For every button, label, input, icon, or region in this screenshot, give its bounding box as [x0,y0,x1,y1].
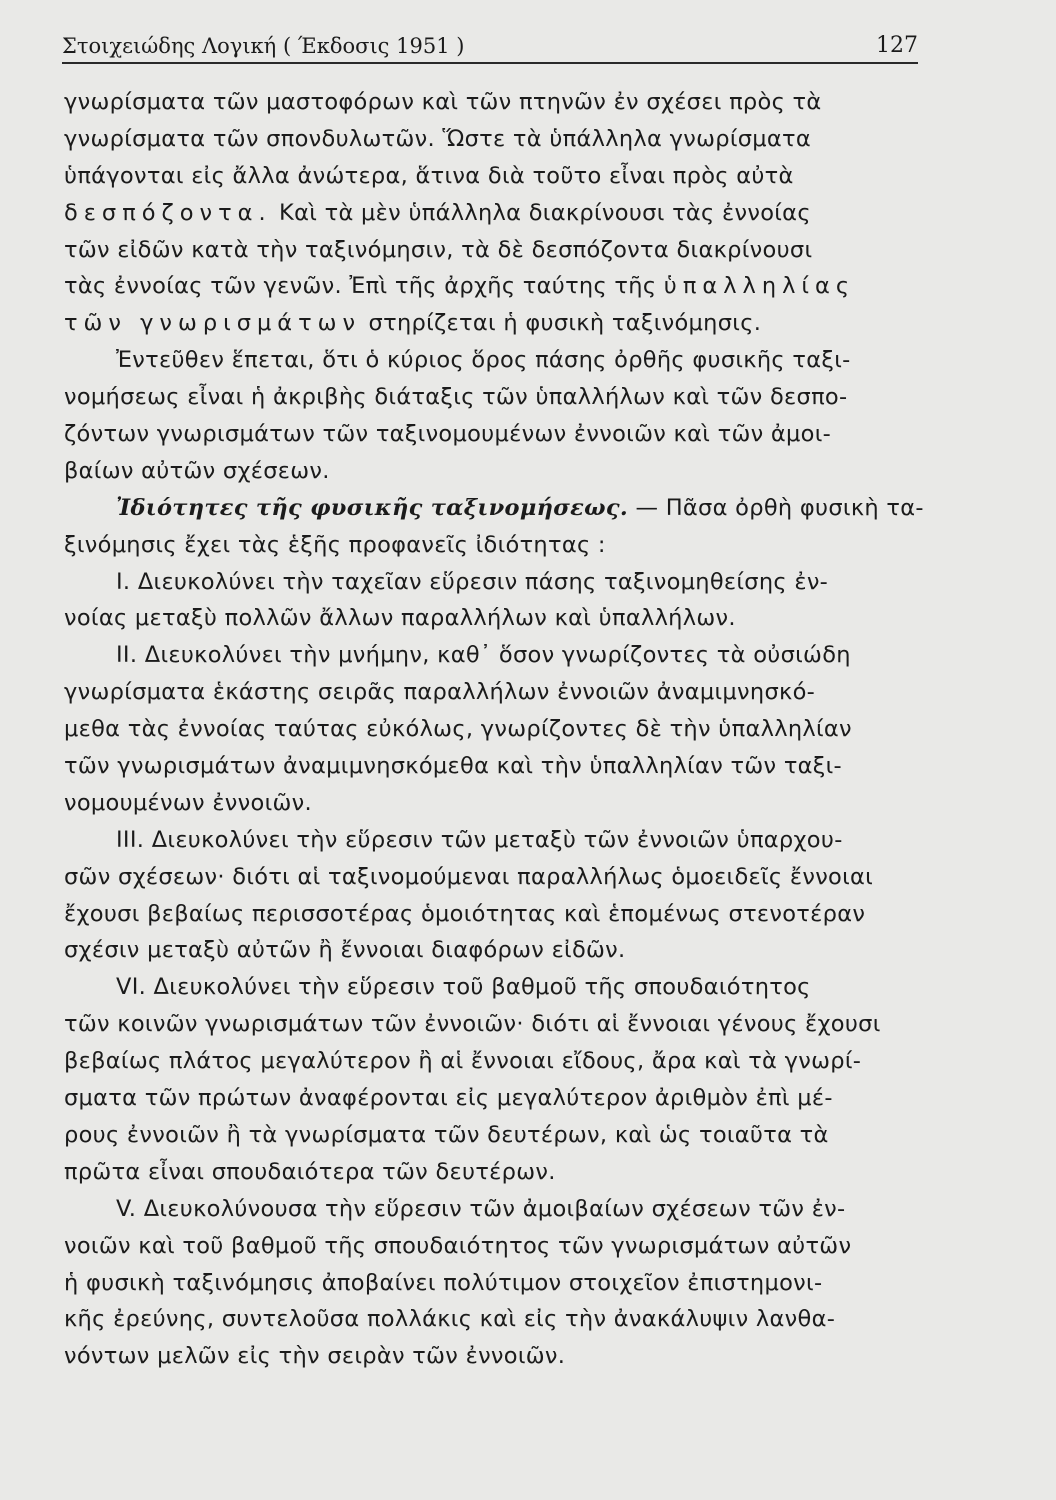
text-line: νόντων μελῶν εἰς τὴν σειρὰν τῶν ἐννοιῶν. [64,1343,566,1370]
text-line: ἡ φυσικὴ ταξινόμησις ἀποβαίνει πολύτιμον στοιχεῖον ἐπιστημονι- [64,1269,823,1296]
text-line: σῶν σχέσεων· διότι αἱ ταξινομούμεναι παραλλήλως ὁμοειδεῖς ἔννοιαι [64,863,874,890]
text-line: ΙΙΙ. Διευκολύνει τὴν εὕρεσιν τῶν μεταξὺ τῶν ἐννοιῶν ὑπαρχου- [116,826,843,853]
text-line: τῶν κοινῶν γνωρισμάτων τῶν ἐννοιῶν· διότι αἱ ἔννοιαι γένους ἔχουσι [64,1011,881,1038]
text-line: μεθα τὰς ἐννοίας ταύτας εὐκόλως, γνωρίζοντες δὲ τὴν ὑπαλληλίαν [64,716,852,743]
section-heading: Ἰδιότητες τῆς φυσικῆς ταξινομήσεως. [116,494,628,521]
text-line: πρῶτα εἶναι σπουδαιότερα τῶν δευτέρων. [64,1158,556,1185]
text-line: τῶν εἰδῶν κατὰ τὴν ταξινόμησιν, τὰ δὲ δεσπόζοντα διακρίνουσι [64,236,813,263]
text-line: ξινόμησις ἔχει τὰς ἑξῆς προφανεῖς ἰδιότητας : [64,531,606,558]
spaced-term: δεσπόζοντα. [64,199,272,226]
text-line: Ἐντεῦθεν ἕπεται, ὅτι ὁ κύριος ὅρος πάσης ὀρθῆς φυσικῆς ταξι- [116,347,851,374]
spaced-term: ὑπαλληλίας [663,273,856,300]
text-line: ΙΙ. Διευκολύνει τὴν μνήμην, καθ᾽ ὅσον γνωρίζοντες τὰ οὐσιώδη [116,642,851,669]
text-run: Καὶ τὰ μὲν ὑπάλληλα διακρίνουσι τὰς ἐννοίας [271,199,811,226]
text-line: ζόντων γνωρισμάτων τῶν ταξινομουμένων ἐννοιῶν καὶ τῶν ἀμοι- [64,421,832,448]
text-line [64,305,934,342]
text-run: στηρίζεται ἡ φυσικὴ ταξινόμησις. [361,310,762,337]
text-line: V. Διευκολύνουσα τὴν εὕρεσιν τῶν ἀμοιβαίων σχέσεων τῶν ἐν- [116,1195,846,1222]
text-line: νομουμένων ἐννοιῶν. [64,789,312,816]
text-line: γνωρίσματα ἑκάστης σειρᾶς παραλλήλων ἐννοιῶν ἀναμιμνησκό- [64,679,816,706]
text-line: νομήσεως εἶναι ἡ ἀκριβὴς διάταξις τῶν ὑπαλλήλων καὶ τῶν δεσπο- [64,384,848,411]
text-line: ρους ἐννοιῶν ἢ τὰ γνωρίσματα τῶν δευτέρων, καὶ ὡς τοιαῦτα τὰ [64,1121,829,1148]
text-line [64,268,934,305]
text-line: ἔχουσι βεβαίως περισσοτέρας ὁμοιότητας καὶ ἑπομένως στενοτέραν [64,900,866,927]
text-line: βεβαίως πλάτος μεγαλύτερον ἢ αἱ ἔννοιαι εἴδους, ἄρα καὶ τὰ γνωρί- [64,1048,862,1075]
text-line: γνωρίσματα τῶν σπονδυλωτῶν. Ὥστε τὰ ὑπάλληλα γνωρίσματα [64,125,812,152]
text-line: σχέσιν μεταξὺ αὐτῶν ἢ ἔννοιαι διαφόρων εἰδῶν. [64,937,626,964]
text-run: τὰς ἐννοίας τῶν γενῶν. Ἐπὶ τῆς ἀρχῆς ταύτης τῆς [64,273,664,300]
text-line: σματα τῶν πρώτων ἀναφέρονται εἰς μεγαλύτερον ἀριθμὸν ἐπὶ μέ- [64,1085,833,1112]
text-line: γνωρίσματα τῶν μαστοφόρων καὶ τῶν πτηνῶν ἐν σχέσει πρὸς τὰ [64,89,822,115]
text-line: βαίων αὐτῶν σχέσεων. [64,457,330,484]
text-line: ὑπάγονται εἰς ἄλλα ἀνώτερα, ἅτινα διὰ τοῦτο εἶναι πρὸς αὐτὰ [64,162,794,189]
text-line: τῶν γνωρισμάτων ἀναμιμνησκόμεθα καὶ τὴν ὑπαλληλίαν τῶν ταξι- [64,753,842,780]
running-title: Στοιχειώδης Λογική ( Έκδοσις 1951 ) [62,34,465,58]
text-line: VΙ. Διευκολύνει τὴν εὕρεσιν τοῦ βαθμοῦ τῆς σπουδαιότητος [116,974,811,1001]
body-text [64,84,934,1375]
text-line: νοιῶν καὶ τοῦ βαθμοῦ τῆς σπουδαιότητος τῶν γνωρισμάτων αὐτῶν [64,1232,852,1259]
spaced-term: τῶν γνωρισμάτων [64,310,362,337]
text-line: κῆς ἐρεύνης, συντελοῦσα πολλάκις καὶ εἰς τὴν ἀνακάλυψιν λανθα- [64,1306,836,1333]
text-line: νοίας μεταξὺ πολλῶν ἄλλων παραλλήλων καὶ ὑπαλλήλων. [64,605,736,632]
text-line [64,195,934,232]
running-header [62,22,918,64]
section-heading-line [64,490,934,527]
text-line: Ι. Διευκολύνει τὴν ταχεῖαν εὕρεσιν πάσης ταξινομηθείσης ἐν- [116,568,829,595]
text-run: — Πᾶσα ὀρθὴ φυσικὴ τα- [635,494,924,521]
page-number: 127 [876,33,918,58]
